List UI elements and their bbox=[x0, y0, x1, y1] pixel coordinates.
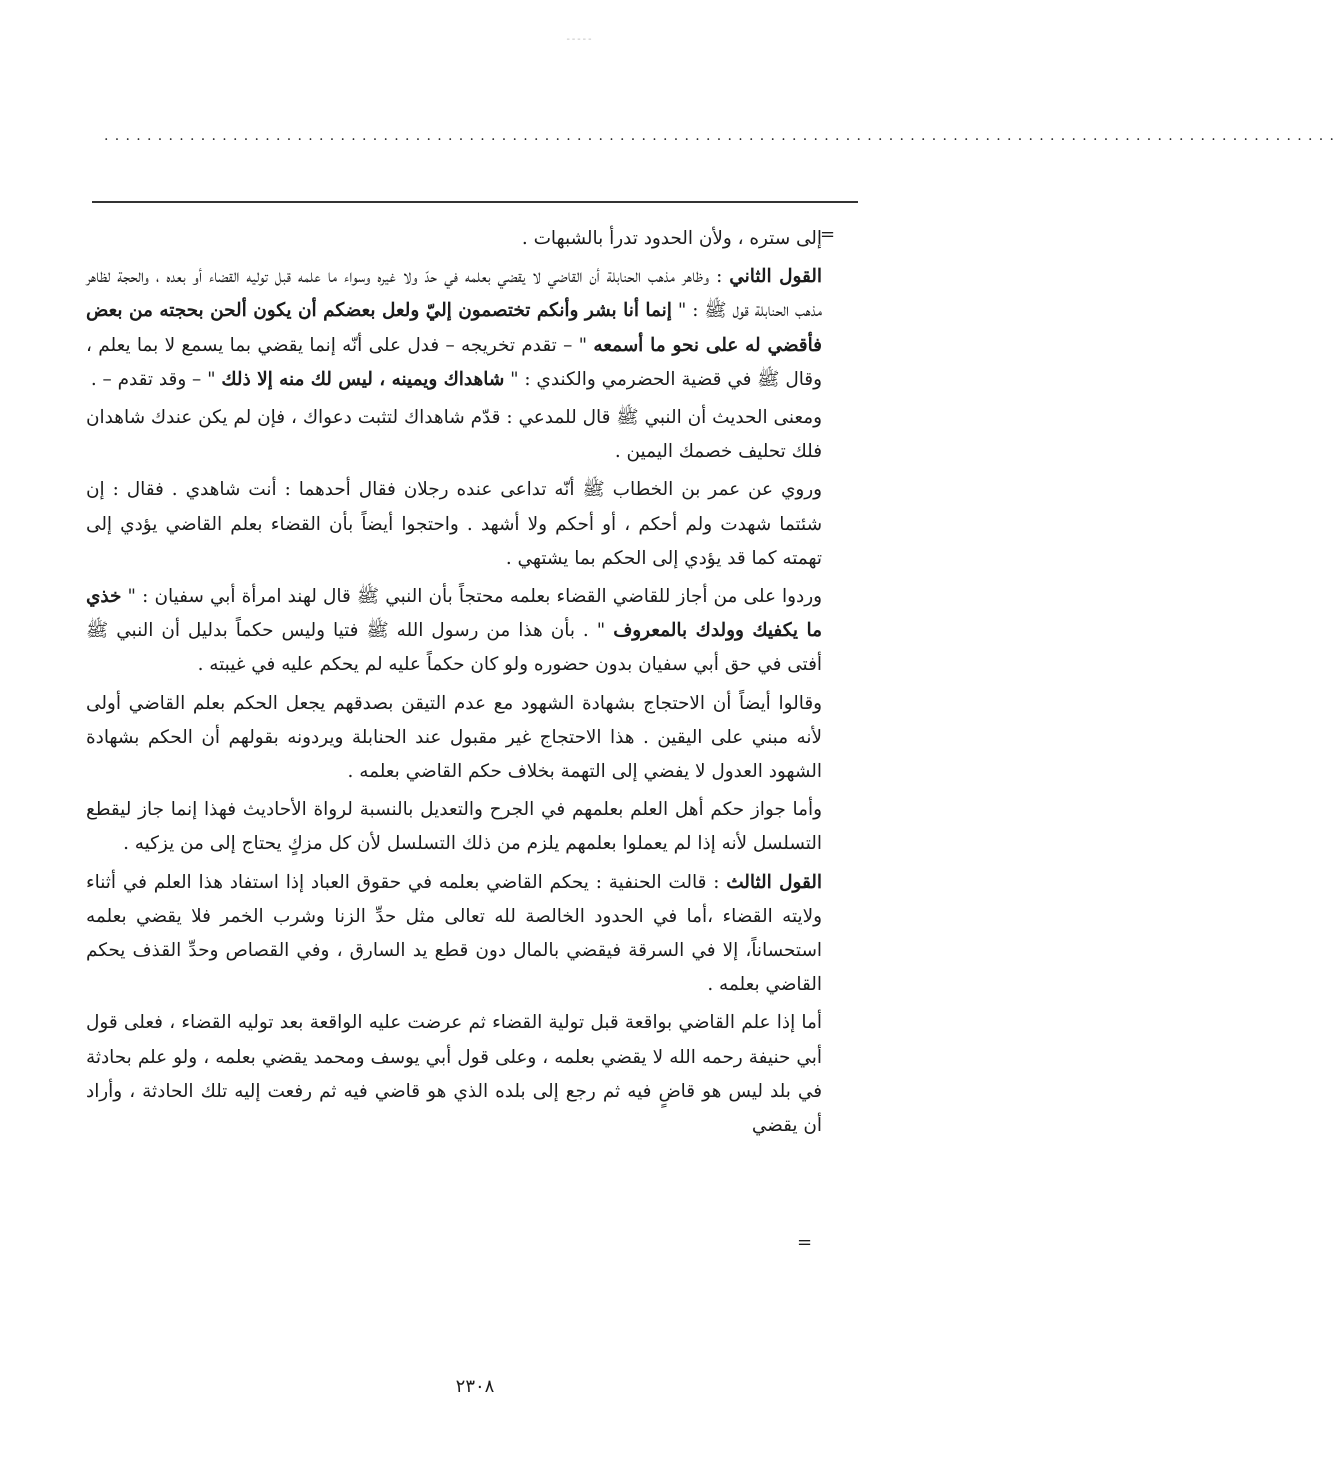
text-run: : قالت الحنفية : يحكم القاضي بعلمه في حقوق العباد إذا استفاد هذا العلم في أثناء ولايته القضاء ،أما في الحدود الخالصة لله تعالى مثل حدِّ الزنا وشرب الخمر فلا يقضي بعلمه استحساناً، إلا في السرقة فيقضي بالمال دون قطع يد السارق ، وفي القصاص وحدِّ القذف يحكم القاضي بعلمه . bbox=[86, 871, 822, 996]
bold-run: القول الثالث bbox=[726, 871, 822, 893]
text-run: : وظاهر مذهب الحنابلة أن القاضي لا يقضي بعلمه في حدّ ولا غيره وسواء ما علمه قبل توليه القضاء أو بعده ، والحجة لظاهر مذهب الحنابلة قول ﷺ : " bbox=[86, 266, 822, 322]
text-run: ومعنى الحديث أن النبي ﷺ قال للمدعي : قدّم شاهداك لتثبت دعواك ، فإن لم يكن عندك شاهدان فلك تحليف خصمك اليمين . bbox=[86, 407, 822, 463]
text-run: " – وقد تقدم – . bbox=[90, 368, 222, 390]
bold-run: خذي ما يكفيك وولدك بالمعروف bbox=[86, 586, 823, 642]
paragraph bbox=[86, 793, 822, 861]
paragraph bbox=[86, 1006, 822, 1143]
continuation-mark-end: = bbox=[797, 1232, 813, 1253]
text-run: " – تقدم تخريجه – فدل على أنّه إنما يقضي بما يسمع لا بما يعلم ، وقال ﷺ في قضية الحضرمي والكندي : " bbox=[86, 334, 822, 390]
header-mark: ----- bbox=[566, 34, 594, 45]
paragraph bbox=[86, 473, 822, 576]
paragraph bbox=[86, 687, 822, 790]
paragraph bbox=[86, 866, 822, 1003]
text-run: وأما جواز حكم أهل العلم بعلمهم في الجرح والتعديل بالنسبة لرواة الأحاديث فهذا إنما جاز ليقطع التسلسل لأنه إذا لم يعملوا بعلمهم يلزم من ذلك التسلسل لأن كل مزكٍ يحتاج إلى من يزكيه . bbox=[86, 799, 822, 855]
page-number: ٢٣٠٨ bbox=[455, 1376, 495, 1397]
bold-run: إنما أنا بشر وأنكم تختصمون إليّ ولعل بعضكم أن يكون ألحن بحجته من بعض فأقضي له على نحو ما أسمعه bbox=[86, 300, 822, 356]
text-run: أما إذا علم القاضي بواقعة قبل تولية القضاء ثم عرضت عليه الواقعة بعد توليه القضاء ، فعلى قول أبي حنيفة رحمه الله لا يقضي بعلمه ، وعلى قول أبي يوسف ومحمد يقضي بعلمه ، ولو علم بحادثة في بلد ليس هو قاضٍ فيه ثم رجع إلى بلده الذي هو قاضي فيه ثم رفعت إليه تلك الحادثة ، وأراد أن يقضي bbox=[86, 1012, 822, 1137]
paragraph bbox=[86, 222, 822, 256]
footnote-rule bbox=[92, 201, 858, 203]
footnote-body bbox=[86, 222, 822, 1147]
continuation-mark-start: = bbox=[820, 224, 836, 245]
text-run: وروي عن عمر بن الخطاب ﷺ أنّه تداعى عنده رجلان فقال أحدهما : أنت شاهدي . فقال : إن شئتما شهدت ولم أحكم ، أو أحكم ولا أشهد . واحتجوا أيضاً بأن القضاء بعلم القاضي يؤدي إلى تهمته كما قد يؤدي إلى الحكم بما يشتهي . bbox=[86, 479, 822, 569]
text-run: إلى ستره ، ولأن الحدود تدرأ بالشبهات . bbox=[521, 228, 822, 249]
bold-run: القول الثاني bbox=[729, 266, 822, 288]
bold-run: شاهداك ويمينه ، ليس لك منه إلا ذلك bbox=[221, 368, 505, 390]
text-run: وقالوا أيضاً أن الاحتجاج بشهادة الشهود مع عدم التيقن بصدقهم يجعل الحكم بعلم القاضي أولى لأنه مبني على اليقين . هذا الاحتجاج غير مقبول عند الحنابلة ويردونه بقولهم أن الحكم بشهادة الشهود العدول لا يفضي إلى التهمة بخلاف حكم القاضي بعلمه . bbox=[86, 692, 822, 783]
separator-dots: ................................................................................................................... bbox=[104, 128, 1340, 144]
paragraph bbox=[86, 401, 822, 469]
text-run: وردوا على من أجاز للقاضي القضاء بعلمه محتجاً بأن النبي ﷺ قال لهند امرأة أبي سفيان : " bbox=[121, 586, 822, 608]
paragraph bbox=[86, 580, 822, 683]
text-run: " . بأن هذا من رسول الله ﷺ فتيا وليس حكماً بدليل أن النبي ﷺ أفتى في حق أبي سفيان بدون حضوره ولو كان حكماً عليه لم يحكم عليه في غيبته . bbox=[86, 620, 822, 676]
paragraph bbox=[86, 260, 822, 397]
